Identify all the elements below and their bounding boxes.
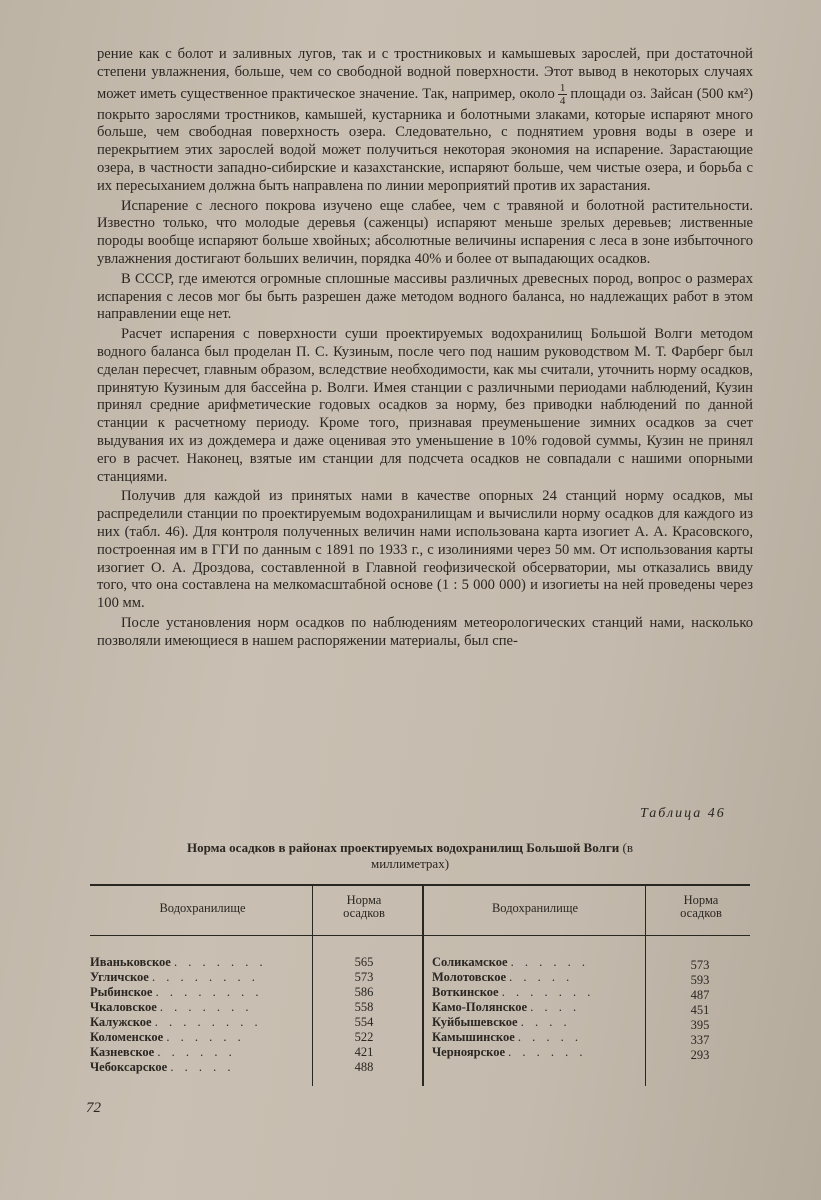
fraction-one-quarter: $\frac{1}{4}$ xyxy=(559,81,566,107)
table-row-name: Рыбинское . . . . . . . . xyxy=(90,985,263,999)
table-col-divider-3 xyxy=(645,886,646,1086)
table-title: Норма осадков в районах проектируемых водохранилищ Большой Волги (в миллиметрах) xyxy=(187,840,633,871)
paragraph-4: Расчет испарения с поверхности суши проектируемых водохранилищ Большой Волги методом водного баланса был проделан П. С. Кузиным, после чего под нашим руководством М. Т. Фарберг был сделан пересчет, главным образом, вследствие необходимости, как мы считали, уточнить норму осадков, принятую Кузиным для бассейна р. Волги. Имея станции с различными периодами наблюдений, Кузин принял средние арифметические годовых осадков за норму, без приводки наблюдений по данной станции к расчетному периоду. Кроме того, признавая преуменьшение зимних осадков за счет выдувания их из дождемера и даже оценивая это уменьшение в 10% годовой суммы, Кузин не принял его в расчет. Наконец, взятые им станции для подсчета осадков не совпадали с нашими опорными станциями. xyxy=(97,326,753,485)
table-row-value: 573 xyxy=(354,970,374,984)
table-row-name: Чебоксарское . . . . . xyxy=(90,1060,235,1074)
table-row-value: 293 xyxy=(690,1048,710,1062)
table-row-name: Камо-Полянское . . . . xyxy=(432,1000,581,1014)
table-row-value: 573 xyxy=(690,958,710,972)
table-row-value: 488 xyxy=(354,1060,374,1074)
table-row-name: Соликамское . . . . . . xyxy=(432,955,589,969)
page-number: 72 xyxy=(86,1100,101,1116)
paragraph-1: рение как с болот и заливных лугов, так и с тростниковых и камышевых зарослей, при достаточной степени увлажнения, больше, чем со свободной водной поверхности. Этот вывод в некоторых случаях может иметь существенное практическое значение. Так, например, около $\frac{1}{4}$ площади оз. Зайсан (500 км²) покрыто зарослями тростников, камышей, кустарника и болотными злаками, которые испаряют много больше, чем свободная поверхность озера. Следовательно, с поднятием уровня воды в озере и перекрытием этих зарослей водой может получиться некоторая экономия на испарение. Зарастающие озера, в частности западно-сибирские и казахстанские, испаряют больше, чем чистые озера, и борьба с их пересыханием должна быть направлена по линии мероприятий против их зарастания. xyxy=(97,46,753,194)
table-row-value: 558 xyxy=(354,1000,374,1014)
body-text xyxy=(97,46,753,653)
table-row-name: Черноярское . . . . . . xyxy=(432,1045,587,1059)
table-header-rule xyxy=(90,935,750,936)
table-col-divider-2 xyxy=(422,886,424,1086)
table-row-name: Иваньковское . . . . . . . xyxy=(90,955,267,969)
table-row-value: 586 xyxy=(354,985,374,999)
table-row-value: 337 xyxy=(690,1033,710,1047)
table-row-value: 522 xyxy=(354,1030,374,1044)
table-row-value: 487 xyxy=(690,988,710,1002)
table-row-value: 451 xyxy=(690,1003,710,1017)
table-row-name: Калужское . . . . . . . . xyxy=(90,1015,262,1029)
table-row-name: Угличское . . . . . . . . xyxy=(90,970,259,984)
table-row-value: 593 xyxy=(690,973,710,987)
table-row-name: Камышинское . . . . . xyxy=(432,1030,583,1044)
header-norm-right: Норма осадков xyxy=(680,893,722,920)
paragraph-2: Испарение с лесного покрова изучено еще слабее, чем с травяной и болотной растительности. Известно только, что молодые деревья (саженцы) испаряют меньше зрелых деревьев; лиственные породы вообще испаряют больше хвойных; абсолютные величины испарения с леса в зоне избыточного увлажнения достигают больших величин, порядка 40% и более от выпадающих осадков. xyxy=(97,197,753,267)
header-reservoir-left: Водохранилище xyxy=(159,901,246,915)
table-row-name: Коломенское . . . . . . xyxy=(90,1030,245,1044)
table-label: Таблица 46 xyxy=(640,806,726,821)
table-row-name: Казневское . . . . . . xyxy=(90,1045,236,1059)
paragraph-5: Получив для каждой из принятых нами в качестве опорных 24 станций норму осадков, мы распределили станции по проектируемым водохранилищам и вычислили норму осадков для каждого из них (табл. 46). Для контроля полученных величин нами использована карта изогиет А. А. Красовского, построенная им в ГГИ по данным с 1891 по 1933 г., с изолиниями через 50 мм. От использования карты изогиет О. А. Дроздова, составленной в Главной геофизической обсерватории, мы отказались ввиду того, что она составлена на мелкомасштабной основе (1 : 5 000 000) и изогиеты на ней проведены через 100 мм. xyxy=(97,488,753,612)
table-top-rule xyxy=(90,884,750,886)
header-reservoir-right: Водохранилище xyxy=(491,901,579,915)
table-row-value: 565 xyxy=(354,955,374,969)
table-row-value: 395 xyxy=(690,1018,710,1032)
table-col-divider-1 xyxy=(312,886,313,1086)
paragraph-3: В СССР, где имеются огромные сплошные массивы различных древесных пород, вопрос о размерах испарения с лесов мог бы быть разрешен даже методом водного баланса, но надлежащих работ в этом направлении еще нет. xyxy=(97,270,753,323)
table-row-name: Чкаловское . . . . . . . xyxy=(90,1000,253,1014)
paragraph-6: После установления норм осадков по наблюдениям метеорологических станций нами, насколько позволяли имеющиеся в нашем распоряжении материалы, был спе- xyxy=(97,614,753,649)
table-row-value: 421 xyxy=(354,1045,374,1059)
table-row-name: Молотовское . . . . . xyxy=(432,970,574,984)
header-norm-left: Норма осадков xyxy=(343,893,385,920)
table-row-value: 554 xyxy=(354,1015,374,1029)
table-row-name: Воткинское . . . . . . . xyxy=(432,985,595,999)
table-row-name: Куйбышевское . . . . xyxy=(432,1015,571,1029)
